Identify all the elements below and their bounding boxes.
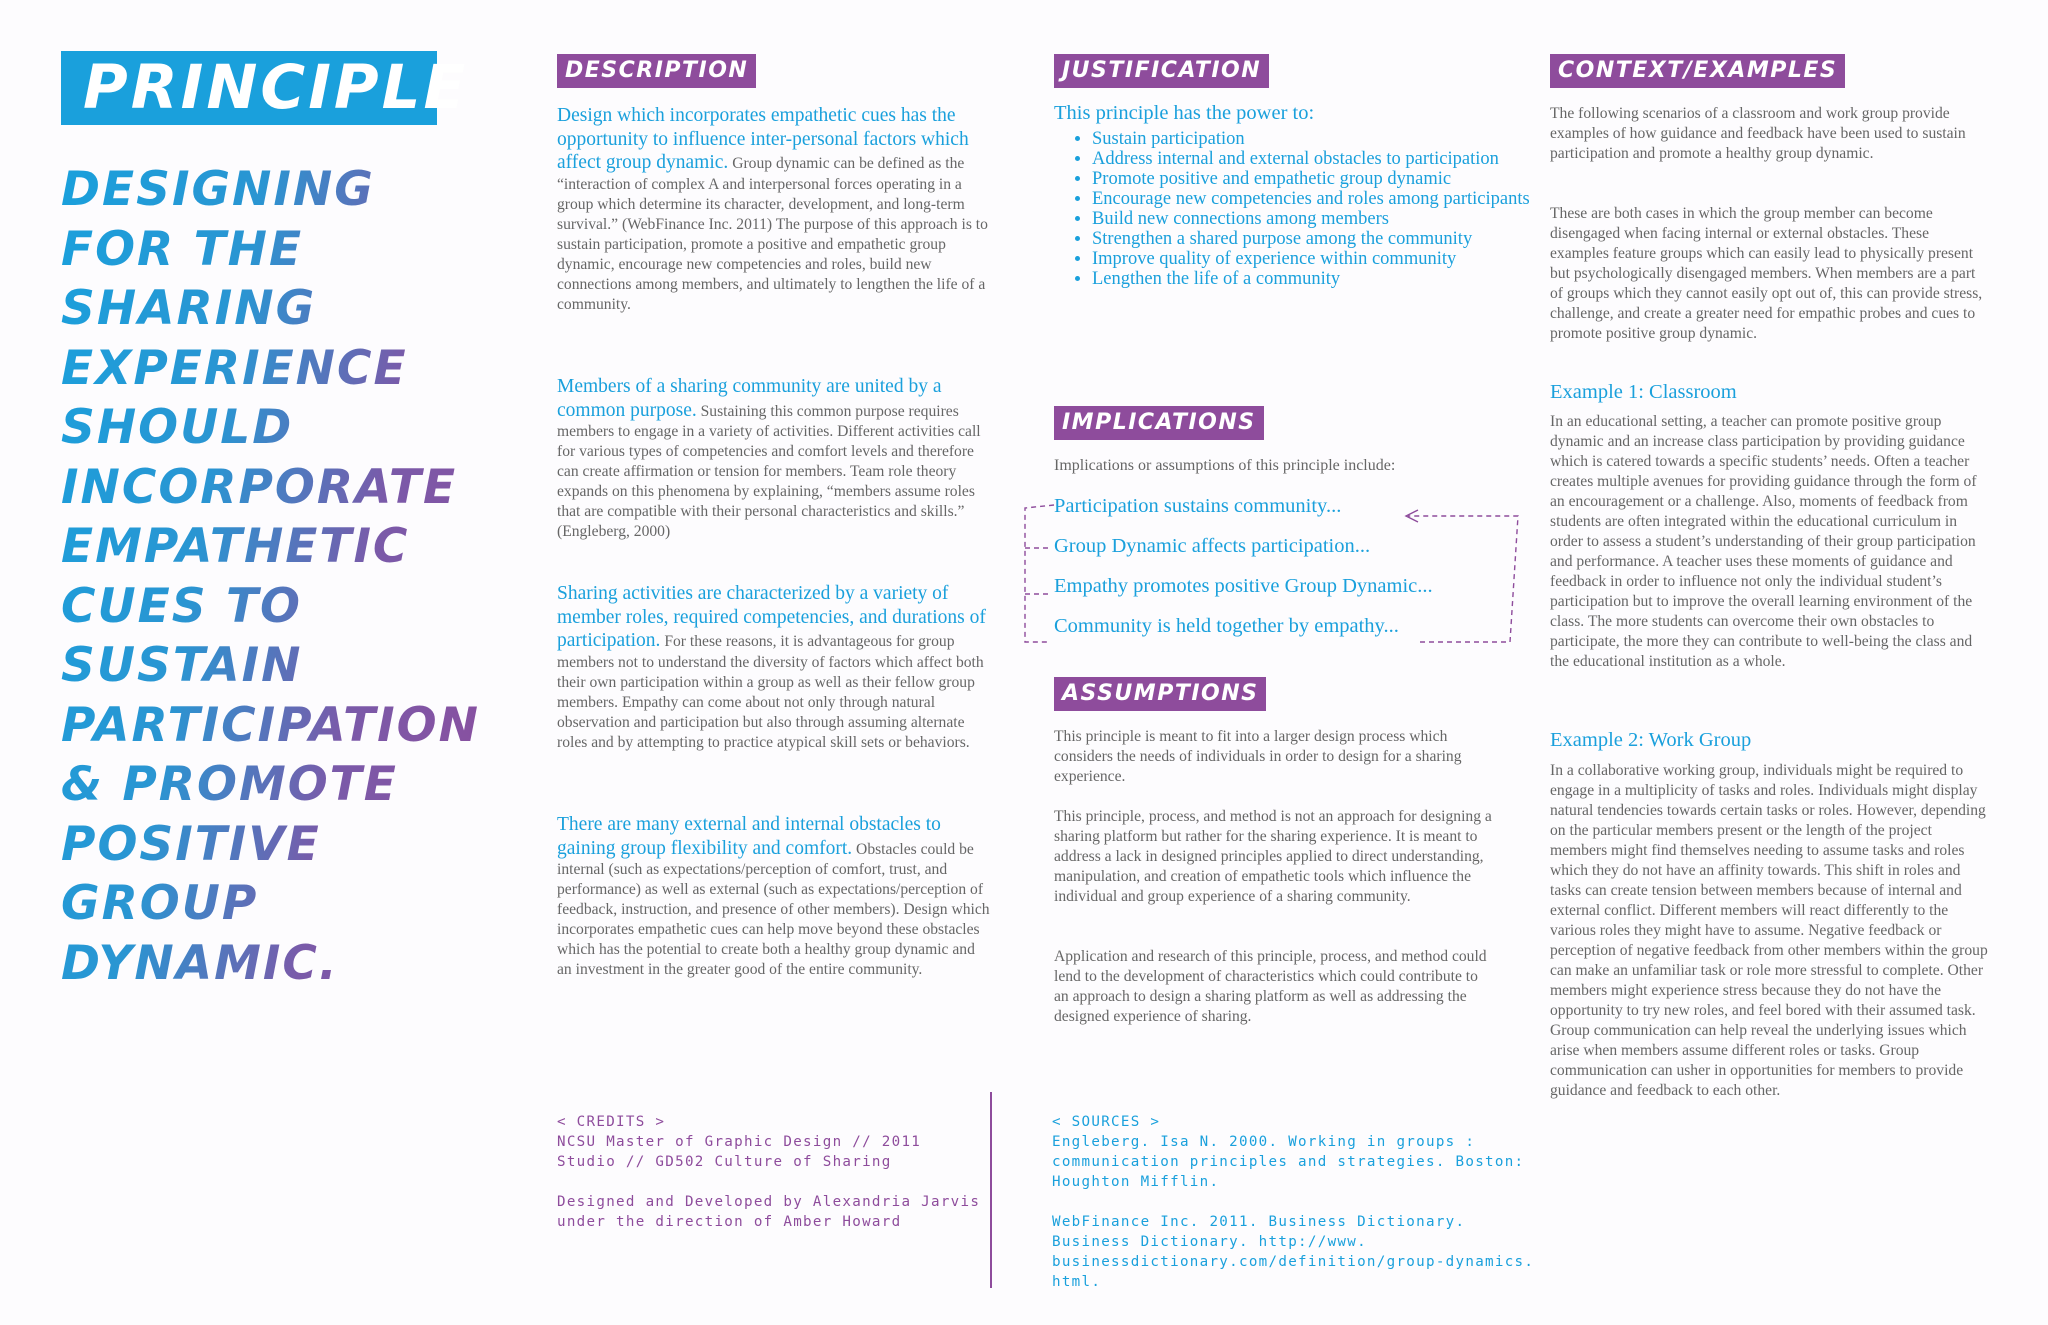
description-p4-body: Obstacles could be internal (such as expectations/perception of comfort, trust, and performance) as well as external (such as expectations/perception of feedback, instruction, and presence of other members). Design which incorporates empathetic cues can help move beyond these obstacles which has the potential to create both a healthy group dynamic and an investment in the greater good of the entire community. xyxy=(557,840,990,978)
assumptions-label: ASSUMPTIONS xyxy=(1054,677,1266,711)
description-p1-body: Group dynamic can be defined as the “interaction of complex A and interpersonal forces operating in a group which determine its character, development, and long-term survival.” (WebFinance Inc. 2011) The purpose of this approach is to sustain participation, promote a positive and empathetic group dynamic, encourage new competencies and roles, build new connections among members, and ultimately to lengthen the life of a community. xyxy=(557,155,988,313)
justification-item: • Encourage new competencies and roles among participants xyxy=(1092,189,1542,209)
description-paragraph-4 xyxy=(557,813,993,980)
description-p3-body: For these reasons, it is advantageous for group members not to understand the diversity of factors which affect both their own participation within a group as well as their fellow group members. Empathy can come about not only through natural observation and participation but also through assuming alternate roles and by attempting to practice atypical skill sets or behaviors. xyxy=(557,633,984,751)
justification-item: • Strengthen a shared purpose among the community xyxy=(1092,229,1542,249)
implication-item: Group Dynamic affects participation... xyxy=(1054,535,1371,557)
justification-item: • Address internal and external obstacles to participation xyxy=(1092,149,1542,169)
justification-item: • Improve quality of experience within community xyxy=(1092,249,1542,269)
sources-heading: < SOURCES > xyxy=(1052,1114,1161,1130)
source-1-line-1: Engleberg. Isa N. 2000. Working in groups : xyxy=(1052,1134,1476,1150)
credits-heading: < CREDITS > xyxy=(557,1114,666,1130)
credits-line-1: NCSU Master of Graphic Design // 2011 xyxy=(557,1134,922,1150)
assumptions-paragraph-2: This principle, process, and method is not an approach for designing a sharing platform but rather for the sharing experience. It is meant to address a lack in designed principles applied to direct understanding, manipulation, and creation of empathetic tools which influence the individual and group experience of a sharing community. xyxy=(1054,808,1492,905)
implication-item: Empathy promotes positive Group Dynamic... xyxy=(1054,575,1433,597)
source-1-line-3: Houghton Mifflin. xyxy=(1052,1174,1220,1190)
context-paragraph-1: The following scenarios of a classroom and work group provide examples of how guidance and feedback have been used to sustain participation and promote a healthy group dynamic. xyxy=(1550,105,1966,162)
example-2-body: In a collaborative working group, individuals might be required to engage in a multiplicity of tasks and roles. Individuals might display natural tendencies towards certain tasks or roles. However, depending on the particular members present or the length of the project members might find themselves needing to assume tasks and roles which they do not have an affinity towards. This shift in roles and tasks can create tension between members because of internal and external conflict. Different members will react differently to the various roles they might have to assume. Negative feedback or perception of negative feedback from other members within the group can make an unfamiliar task or role more stressful to complete. Other members might experience stress because they do not have the opportunity to try new roles, and feel bored with their assumed task. Group communication can help reveal the underlying issues which arise when members assume different roles or tasks. Group communication can usher in opportunities for members to provide guidance and feedback to each other. xyxy=(1550,762,1988,1099)
description-p4-lead: There are many external and internal obstacles to gaining group flexibility and comfort. xyxy=(557,814,941,859)
justification-item: • Promote positive and empathetic group dynamic xyxy=(1092,169,1542,189)
assumptions-paragraph-3: Application and research of this principle, process, and method could lend to the development of characteristics which could contribute to an approach to design a sharing platform as well as addressing the designed experience of sharing. xyxy=(1054,948,1487,1025)
source-1-line-2: communication principles and strategies. Boston: xyxy=(1052,1154,1525,1170)
credits-line-4: under the direction of Amber Howard xyxy=(557,1214,902,1230)
principle-badge-text: PRINCIPLE xyxy=(83,52,469,123)
source-2-line-4: html. xyxy=(1052,1274,1102,1290)
context-paragraph-2: These are both cases in which the group member can become disengaged when facing internal or external obstacles. These examples feature groups which can easily lead to physically present but psychologically disengaged members. When members are a part of groups which they cannot easily opt out of, this can provide stress, challenge, and create a greater need for empathic probes and cues to promote positive group dynamic. xyxy=(1550,205,1983,342)
justification-label: JUSTIFICATION xyxy=(1054,54,1269,88)
description-paragraph-2 xyxy=(557,375,993,542)
credits-line-3: Designed and Developed by Alexandria Jarvis xyxy=(557,1194,981,1210)
description-p2-lead: Members of a sharing community are united by a common purpose. xyxy=(557,376,942,421)
principle-headline: DESIGNING FOR THE SHARING EXPERIENCE SHOULD INCORPORATE EMPATHETIC CUES TO SUSTAIN PARTICIPATION & PROMOTE POSITIVE GROUP DYNAMIC. xyxy=(61,160,501,993)
description-paragraph-1 xyxy=(557,104,993,315)
implication-item: Community is held together by empathy... xyxy=(1054,615,1399,637)
source-2-line-2: Business Dictionary. http://www. xyxy=(1052,1234,1367,1250)
justification-item: • Sustain participation xyxy=(1092,129,1542,149)
description-label: DESCRIPTION xyxy=(557,54,756,88)
description-p3-lead: Sharing activities are characterized by a variety of member roles, required competencies, and durations of participation. xyxy=(557,583,986,651)
description-p1-lead: Design which incorporates empathetic cues has the opportunity to influence inter-personal factors which affect group dynamic. xyxy=(557,105,969,173)
example-2-title: Example 2: Work Group xyxy=(1550,729,1752,751)
source-2-line-1: WebFinance Inc. 2011. Business Dictionary. xyxy=(1052,1214,1466,1230)
credits-line-2: Studio // GD502 Culture of Sharing xyxy=(557,1154,892,1170)
assumptions-paragraph-1: This principle is meant to fit into a larger design process which considers the needs of individuals in order to design for a sharing experience. xyxy=(1054,728,1462,785)
source-2-line-3: businessdictionary.com/definition/group-dynamics. xyxy=(1052,1254,1535,1270)
justification-intro: This principle has the power to: xyxy=(1054,102,1315,124)
example-1-body: In an educational setting, a teacher can promote positive group dynamic and an increase class participation by providing guidance which is catered towards a specific students’ needs. Often a teacher creates multiple avenues for providing guidance through the form of an encouragement or a challenge. Also, moments of feedback from students are often integrated within the educational curriculum in order to assess a student’s understanding of their group participation and performance. A teacher uses these moments of guidance and feedback in order to influence not only the individual student’s participation but to improve the overall learning environment of the class. The more students can overcome their own obstacles to participate, the more they can contribute to well-being the class and the educational institution as a whole. xyxy=(1550,413,1977,670)
description-p2-body: Sustaining this common purpose requires members to engage in a variety of activities. Different activities call for various types of competencies and comfort levels and therefore can create affirmation or tension for members. Team role theory expands on this phenomena by explaining, “members assume roles that are compatible with their personal characteristics and skills.” (Engleberg, 2000) xyxy=(557,402,981,540)
description-paragraph-3 xyxy=(557,582,993,753)
principle-badge xyxy=(61,51,469,125)
implications-label: IMPLICATIONS xyxy=(1054,406,1264,440)
justification-list xyxy=(1054,129,1542,289)
justification-item: • Build new connections among members xyxy=(1092,209,1542,229)
divider-line xyxy=(990,1092,992,1288)
justification-item: • Lengthen the life of a community xyxy=(1092,269,1542,289)
implication-item: Participation sustains community... xyxy=(1054,495,1342,517)
example-1-title: Example 1: Classroom xyxy=(1550,381,1737,403)
implications-intro: Implications or assumptions of this principle include: xyxy=(1054,457,1396,474)
context-examples-label: CONTEXT/EXAMPLES xyxy=(1550,54,1845,88)
